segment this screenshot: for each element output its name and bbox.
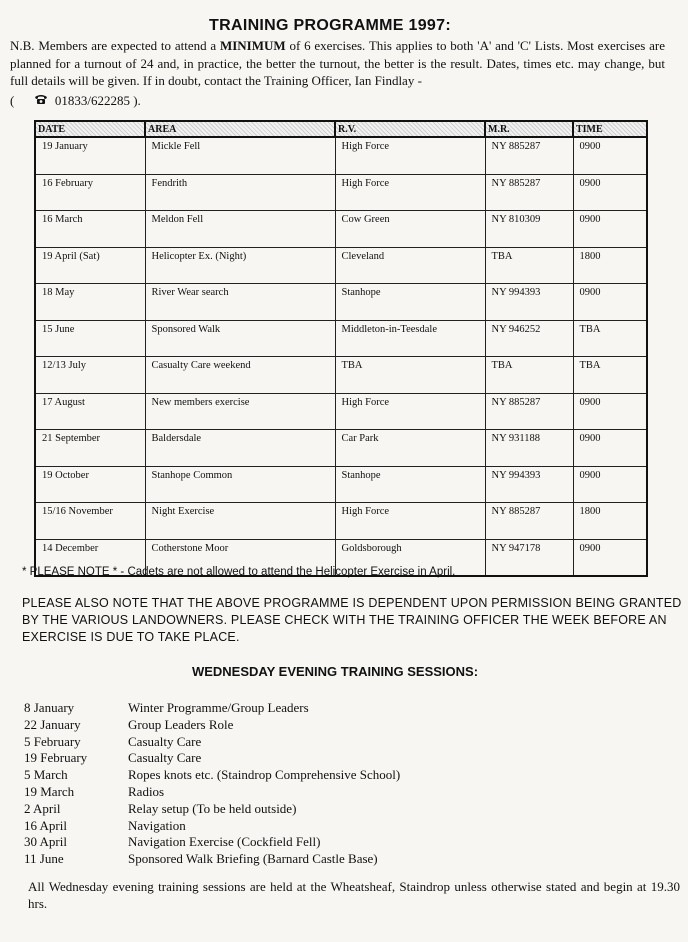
- phone-open-paren: (: [10, 93, 15, 108]
- header-date: DATE: [35, 121, 145, 137]
- table-header-row: [35, 121, 647, 137]
- session-topic: Radios: [128, 783, 165, 799]
- cell-area: Cotherstone Moor: [145, 539, 335, 576]
- wednesday-sessions-title: WEDNESDAY EVENING TRAINING SESSIONS:: [191, 664, 479, 679]
- session-date: 22 January: [24, 716, 81, 732]
- table-row: [35, 357, 647, 394]
- cell-time: 0900: [573, 430, 647, 467]
- cell-date: 17 August: [35, 393, 145, 430]
- phone-number: 01833/622285 ).: [54, 93, 141, 108]
- cadets-note: * PLEASE NOTE * - Cadets are not allowed to attend the Helicopter Exercise in April.: [22, 566, 456, 578]
- header-area: AREA: [145, 121, 335, 137]
- cell-area: Fendrith: [145, 174, 335, 211]
- table-row: [35, 320, 647, 357]
- cell-date: 19 January: [35, 137, 145, 174]
- cell-time: 0900: [573, 284, 647, 321]
- cell-rv: Stanhope: [335, 466, 485, 503]
- intro-text-2: of 6 exercises. This applies to both 'A' and 'C' Lists. Most exercises are planned for a turnout of 24 and, in practice, the better the turnout, the better is the result. Dates, times etc. may change, but full details will be given. If in doubt, contact the Training Officer, Ian Findlay -: [10, 38, 665, 88]
- cell-mr: NY 885287: [485, 393, 573, 430]
- cell-area: Stanhope Common: [145, 466, 335, 503]
- cell-date: 16 February: [35, 174, 145, 211]
- cell-rv: Middleton-in-Teesdale: [335, 320, 485, 357]
- table-row: [35, 247, 647, 284]
- table-row: [35, 174, 647, 211]
- cell-mr: NY 885287: [485, 174, 573, 211]
- header-rv: R.V.: [335, 121, 485, 137]
- session-topic: Ropes knots etc. (Staindrop Comprehensive School): [128, 767, 401, 783]
- cell-date: 14 December: [35, 539, 145, 576]
- session-date: 19 March: [24, 783, 75, 799]
- table-row: [35, 284, 647, 321]
- cell-mr: NY 931188: [485, 430, 573, 467]
- cell-area: Casualty Care weekend: [145, 357, 335, 394]
- venue-footer-note: All Wednesday evening training sessions are held at the Wheatsheaf, Staindrop unless otherwise stated and begin at 19.30 hrs.: [28, 879, 680, 911]
- table-row: [35, 137, 647, 174]
- cell-rv: TBA: [335, 357, 485, 394]
- intro-paragraph: [10, 37, 665, 90]
- table-row: [35, 466, 647, 503]
- cell-time: 1800: [573, 247, 647, 284]
- cell-date: 15/16 November: [35, 503, 145, 540]
- cell-mr: TBA: [485, 357, 573, 394]
- cell-area: Helicopter Ex. (Night): [145, 247, 335, 284]
- programme-permission-note: PLEASE ALSO NOTE THAT THE ABOVE PROGRAMME IS DEPENDENT UPON PERMISSION BEING GRANTED BY THE VARIOUS LANDOWNERS. PLEASE CHECK WITH THE TRAINING OFFICER THE WEEK BEFORE AN EXERCISE IS DUE TO TAKE PLACE.: [22, 596, 682, 644]
- cell-area: New members exercise: [145, 393, 335, 430]
- cell-area: Meldon Fell: [145, 211, 335, 248]
- cell-rv: Goldsborough: [335, 539, 485, 576]
- cell-rv: High Force: [335, 393, 485, 430]
- cell-date: 15 June: [35, 320, 145, 357]
- cell-time: 0900: [573, 466, 647, 503]
- cell-time: 0900: [573, 393, 647, 430]
- cell-date: 21 September: [35, 430, 145, 467]
- cell-mr: TBA: [485, 247, 573, 284]
- cell-time: TBA: [573, 357, 647, 394]
- session-topic: Sponsored Walk Briefing (Barnard Castle Base): [128, 851, 378, 867]
- cell-area: Night Exercise: [145, 503, 335, 540]
- cell-time: 1800: [573, 503, 647, 540]
- cell-rv: Stanhope: [335, 284, 485, 321]
- cell-rv: High Force: [335, 174, 485, 211]
- cell-time: 0900: [573, 137, 647, 174]
- session-topic: Relay setup (To be held outside): [128, 800, 297, 816]
- cell-mr: NY 885287: [485, 137, 573, 174]
- table-row: [35, 503, 647, 540]
- cell-mr: NY 885287: [485, 503, 573, 540]
- session-date: 8 January: [24, 700, 75, 715]
- cell-area: Mickle Fell: [145, 137, 335, 174]
- session-topic: Navigation: [128, 817, 186, 833]
- cell-time: 0900: [573, 539, 647, 576]
- minimum-emphasis: MINIMUM: [219, 38, 286, 53]
- training-programme-table: [34, 120, 648, 577]
- session-date: 2 April: [24, 800, 61, 816]
- cell-mr: NY 947178: [485, 539, 573, 576]
- cell-time: TBA: [573, 320, 647, 357]
- cell-rv: Cleveland: [335, 247, 485, 284]
- contact-phone-line: [10, 93, 141, 109]
- table-row: [35, 393, 647, 430]
- cell-rv: Cow Green: [335, 211, 485, 248]
- header-mr: M.R.: [485, 121, 573, 137]
- cell-time: 0900: [573, 174, 647, 211]
- header-time: TIME: [573, 121, 647, 137]
- intro-text-1: N.B. Members are expected to attend a: [10, 38, 220, 53]
- cell-date: 19 April (Sat): [35, 247, 145, 284]
- cell-date: 18 May: [35, 284, 145, 321]
- cell-mr: NY 994393: [485, 466, 573, 503]
- telephone-icon: [34, 93, 48, 109]
- cell-date: 16 March: [35, 211, 145, 248]
- cell-rv: Car Park: [335, 430, 485, 467]
- table-row: [35, 211, 647, 248]
- session-date: 19 February: [24, 750, 88, 766]
- session-topic: Casualty Care: [128, 733, 202, 749]
- session-date: 30 April: [24, 834, 67, 850]
- cell-area: River Wear search: [145, 284, 335, 321]
- session-date: 5 March: [24, 767, 68, 783]
- cell-date: 19 October: [35, 466, 145, 503]
- cell-rv: High Force: [335, 503, 485, 540]
- cell-area: Sponsored Walk: [145, 320, 335, 357]
- cell-mr: NY 946252: [485, 320, 573, 357]
- table-row: [35, 430, 647, 467]
- cell-area: Baldersdale: [145, 430, 335, 467]
- cell-mr: NY 810309: [485, 211, 573, 248]
- cell-date: 12/13 July: [35, 357, 145, 394]
- session-topic: Casualty Care: [128, 750, 202, 766]
- page-title: TRAINING PROGRAMME 1997:: [209, 17, 451, 34]
- session-topic: Winter Programme/Group Leaders: [128, 700, 309, 715]
- session-topic: Navigation Exercise (Cockfield Fell): [128, 834, 321, 850]
- cell-rv: High Force: [335, 137, 485, 174]
- session-date: 5 February: [24, 733, 81, 749]
- session-date: 16 April: [24, 817, 67, 833]
- cell-mr: NY 994393: [485, 284, 573, 321]
- session-topic: Group Leaders Role: [128, 716, 234, 732]
- session-date: 11 June: [24, 851, 64, 867]
- cell-time: 0900: [573, 211, 647, 248]
